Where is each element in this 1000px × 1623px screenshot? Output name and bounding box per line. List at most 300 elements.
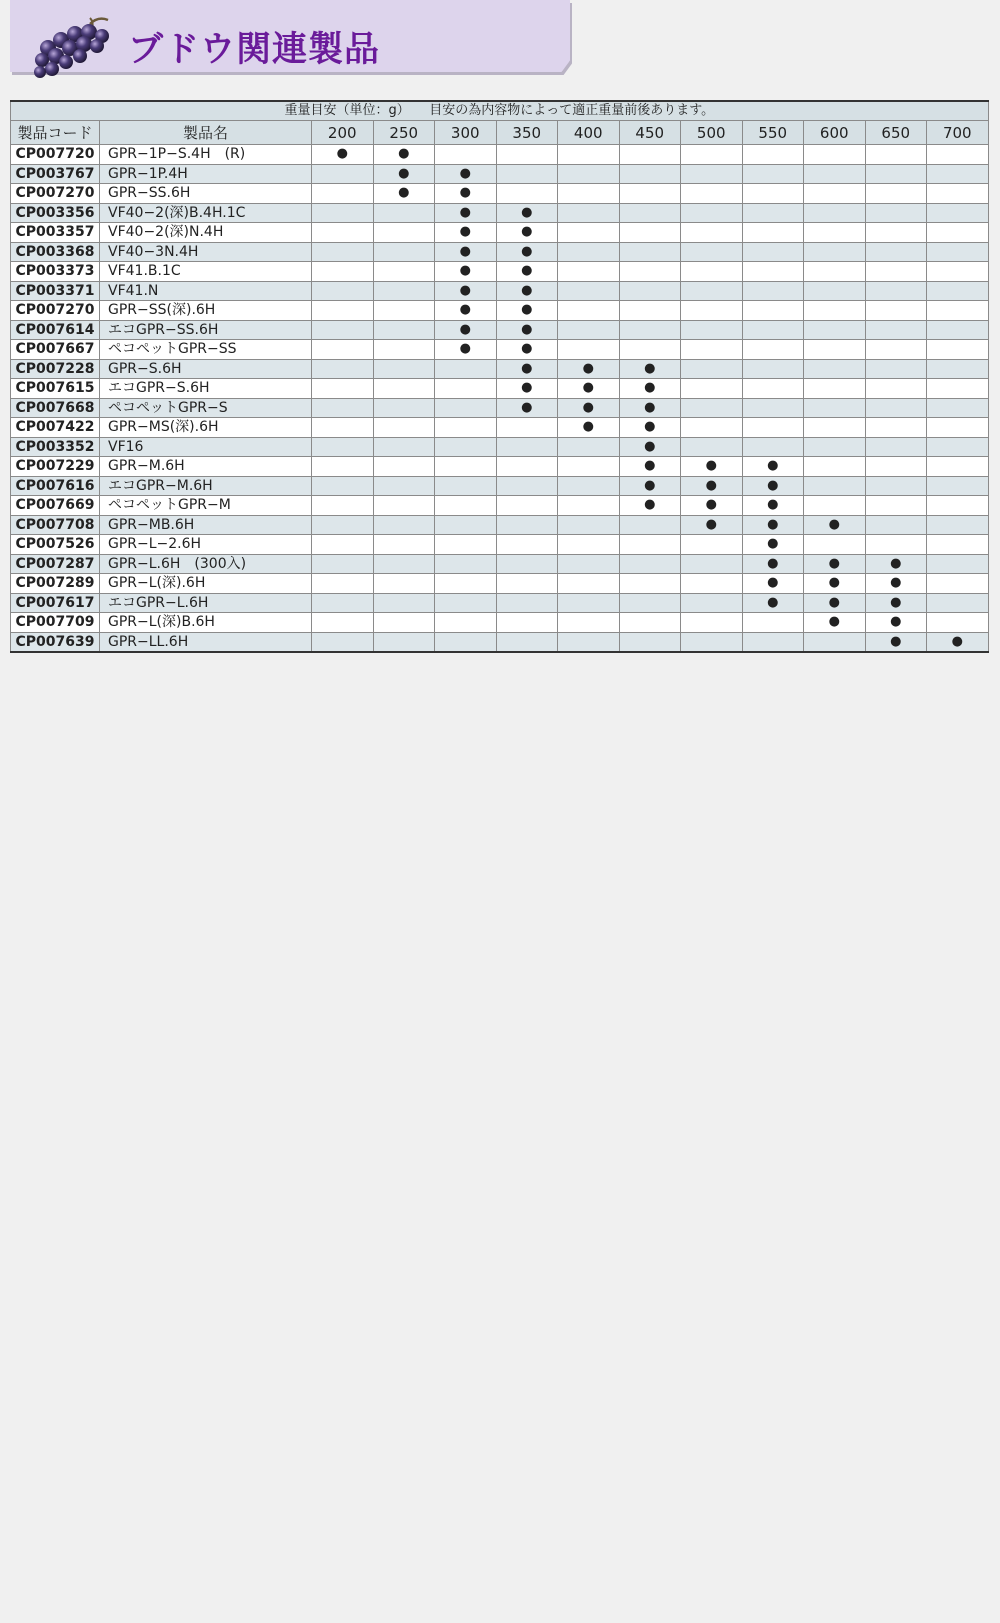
weight-mark: ● bbox=[435, 203, 497, 223]
weight-cell bbox=[619, 203, 681, 223]
weight-cell bbox=[865, 203, 927, 223]
weight-cell bbox=[927, 476, 989, 496]
weight-cell bbox=[804, 281, 866, 301]
weight-cell bbox=[865, 457, 927, 477]
weight-cell bbox=[804, 398, 866, 418]
product-code: CP007229 bbox=[11, 457, 100, 477]
weight-cell bbox=[804, 457, 866, 477]
weight-mark: ● bbox=[558, 398, 620, 418]
weight-mark: ● bbox=[496, 340, 558, 360]
weight-cell bbox=[558, 340, 620, 360]
table-row bbox=[11, 613, 989, 633]
weight-cell bbox=[681, 320, 743, 340]
weight-cell bbox=[312, 457, 374, 477]
product-name: GPR−M.6H bbox=[100, 457, 312, 477]
product-name: VF41.B.1C bbox=[100, 262, 312, 282]
weight-mark: ● bbox=[496, 262, 558, 282]
weight-mark: ● bbox=[496, 379, 558, 399]
weight-cell bbox=[804, 359, 866, 379]
weight-cell bbox=[558, 145, 620, 165]
product-name: VF40−2(深)B.4H.1C bbox=[100, 203, 312, 223]
weight-mark: ● bbox=[619, 457, 681, 477]
weight-cell bbox=[558, 203, 620, 223]
product-name: GPR−L.6H (300入) bbox=[100, 554, 312, 574]
weight-cell bbox=[927, 320, 989, 340]
weight-cell bbox=[558, 301, 620, 321]
col-header-weight: 450 bbox=[619, 121, 681, 145]
product-code: CP007669 bbox=[11, 496, 100, 516]
product-code: CP007639 bbox=[11, 632, 100, 652]
weight-cell bbox=[312, 184, 374, 204]
table-row bbox=[11, 145, 989, 165]
weight-cell bbox=[496, 535, 558, 555]
weight-cell bbox=[865, 184, 927, 204]
weight-mark: ● bbox=[558, 379, 620, 399]
table-row bbox=[11, 379, 989, 399]
weight-cell bbox=[435, 632, 497, 652]
table-row bbox=[11, 359, 989, 379]
weight-cell bbox=[742, 359, 804, 379]
weight-cell bbox=[496, 437, 558, 457]
weight-cell bbox=[496, 574, 558, 594]
weight-cell bbox=[558, 223, 620, 243]
product-code: CP007615 bbox=[11, 379, 100, 399]
weight-cell bbox=[742, 184, 804, 204]
weight-cell bbox=[435, 398, 497, 418]
weight-cell bbox=[804, 437, 866, 457]
weight-cell bbox=[619, 340, 681, 360]
weight-cell bbox=[373, 632, 435, 652]
weight-mark: ● bbox=[927, 632, 989, 652]
weight-cell bbox=[619, 145, 681, 165]
weight-cell bbox=[865, 476, 927, 496]
weight-cell bbox=[558, 496, 620, 516]
weight-mark: ● bbox=[435, 320, 497, 340]
weight-cell bbox=[619, 301, 681, 321]
product-name: GPR−SS(深).6H bbox=[100, 301, 312, 321]
weight-mark: ● bbox=[496, 223, 558, 243]
product-code: CP003767 bbox=[11, 164, 100, 184]
col-header-weight: 350 bbox=[496, 121, 558, 145]
weight-cell bbox=[312, 164, 374, 184]
weight-mark: ● bbox=[435, 262, 497, 282]
weight-cell bbox=[435, 593, 497, 613]
weight-cell bbox=[373, 457, 435, 477]
weight-cell bbox=[558, 574, 620, 594]
weight-mark: ● bbox=[865, 574, 927, 594]
weight-cell bbox=[312, 593, 374, 613]
weight-cell bbox=[742, 340, 804, 360]
weight-cell bbox=[619, 164, 681, 184]
weight-cell bbox=[681, 574, 743, 594]
col-header-weight: 300 bbox=[435, 121, 497, 145]
weight-cell bbox=[927, 340, 989, 360]
weight-cell bbox=[435, 613, 497, 633]
product-name: GPR−MS(深).6H bbox=[100, 418, 312, 438]
weight-cell bbox=[927, 184, 989, 204]
product-name: GPR−MB.6H bbox=[100, 515, 312, 535]
weight-cell bbox=[865, 164, 927, 184]
weight-cell bbox=[373, 320, 435, 340]
weight-cell bbox=[312, 535, 374, 555]
product-code: CP007616 bbox=[11, 476, 100, 496]
weight-mark: ● bbox=[865, 593, 927, 613]
weight-cell bbox=[804, 301, 866, 321]
weight-cell bbox=[927, 457, 989, 477]
table-row bbox=[11, 574, 989, 594]
weight-mark: ● bbox=[435, 223, 497, 243]
table-row bbox=[11, 281, 989, 301]
weight-cell bbox=[312, 574, 374, 594]
weight-mark: ● bbox=[373, 164, 435, 184]
weight-cell bbox=[742, 164, 804, 184]
weight-mark: ● bbox=[742, 515, 804, 535]
table-row bbox=[11, 301, 989, 321]
weight-mark: ● bbox=[619, 379, 681, 399]
product-code: CP003368 bbox=[11, 242, 100, 262]
product-code: CP007668 bbox=[11, 398, 100, 418]
product-name: VF16 bbox=[100, 437, 312, 457]
col-header-weight: 250 bbox=[373, 121, 435, 145]
col-header-name: 製品名 bbox=[100, 121, 312, 145]
weight-cell bbox=[312, 301, 374, 321]
weight-cell bbox=[435, 145, 497, 165]
product-code: CP007667 bbox=[11, 340, 100, 360]
table-row bbox=[11, 476, 989, 496]
weight-cell bbox=[373, 476, 435, 496]
weight-cell bbox=[496, 145, 558, 165]
weight-cell bbox=[619, 613, 681, 633]
weight-cell bbox=[927, 574, 989, 594]
weight-cell bbox=[619, 554, 681, 574]
weight-cell bbox=[373, 281, 435, 301]
weight-cell bbox=[804, 496, 866, 516]
weight-mark: ● bbox=[496, 203, 558, 223]
weight-cell bbox=[927, 223, 989, 243]
weight-cell bbox=[804, 340, 866, 360]
col-header-weight: 500 bbox=[681, 121, 743, 145]
weight-cell bbox=[742, 437, 804, 457]
weight-cell bbox=[742, 613, 804, 633]
weight-cell bbox=[619, 242, 681, 262]
weight-cell bbox=[927, 535, 989, 555]
product-name: エコGPR−SS.6H bbox=[100, 320, 312, 340]
product-code: CP007287 bbox=[11, 554, 100, 574]
table-row bbox=[11, 164, 989, 184]
product-name: GPR−L(深).6H bbox=[100, 574, 312, 594]
weight-cell bbox=[865, 242, 927, 262]
weight-cell bbox=[742, 281, 804, 301]
weight-cell bbox=[681, 184, 743, 204]
weight-cell bbox=[558, 320, 620, 340]
weight-mark: ● bbox=[742, 574, 804, 594]
weight-cell bbox=[312, 223, 374, 243]
weight-mark: ● bbox=[619, 359, 681, 379]
weight-mark: ● bbox=[619, 476, 681, 496]
product-code: CP007526 bbox=[11, 535, 100, 555]
weight-cell bbox=[558, 457, 620, 477]
weight-cell bbox=[681, 418, 743, 438]
weight-cell bbox=[742, 398, 804, 418]
table-row bbox=[11, 398, 989, 418]
weight-cell bbox=[742, 301, 804, 321]
product-name: GPR−S.6H bbox=[100, 359, 312, 379]
weight-cell bbox=[681, 242, 743, 262]
weight-cell bbox=[742, 242, 804, 262]
weight-cell bbox=[435, 379, 497, 399]
weight-cell bbox=[927, 593, 989, 613]
weight-cell bbox=[435, 359, 497, 379]
product-name: GPR−1P−S.4H (R) bbox=[100, 145, 312, 165]
weight-cell bbox=[558, 164, 620, 184]
weight-cell bbox=[373, 515, 435, 535]
weight-cell bbox=[742, 320, 804, 340]
weight-cell bbox=[312, 496, 374, 516]
weight-cell bbox=[496, 457, 558, 477]
weight-cell bbox=[496, 418, 558, 438]
product-code: CP007708 bbox=[11, 515, 100, 535]
weight-cell bbox=[865, 496, 927, 516]
weight-cell bbox=[558, 613, 620, 633]
weight-cell bbox=[558, 242, 620, 262]
product-name: VF40−2(深)N.4H bbox=[100, 223, 312, 243]
product-name: GPR−L(深)B.6H bbox=[100, 613, 312, 633]
grape-icon bbox=[28, 14, 118, 80]
weight-cell bbox=[496, 632, 558, 652]
product-code: CP003373 bbox=[11, 262, 100, 282]
product-code: CP007614 bbox=[11, 320, 100, 340]
weight-cell bbox=[804, 320, 866, 340]
weight-cell bbox=[435, 554, 497, 574]
weight-mark: ● bbox=[804, 554, 866, 574]
weight-mark: ● bbox=[804, 613, 866, 633]
weight-cell bbox=[742, 262, 804, 282]
weight-cell bbox=[681, 203, 743, 223]
weight-cell bbox=[804, 262, 866, 282]
weight-cell bbox=[681, 359, 743, 379]
weight-cell bbox=[312, 203, 374, 223]
weight-mark: ● bbox=[865, 632, 927, 652]
weight-cell bbox=[619, 515, 681, 535]
weight-cell bbox=[558, 437, 620, 457]
weight-cell bbox=[373, 242, 435, 262]
product-weight-table bbox=[10, 100, 989, 653]
weight-cell bbox=[927, 379, 989, 399]
weight-mark: ● bbox=[373, 184, 435, 204]
product-name: エコGPR−L.6H bbox=[100, 593, 312, 613]
weight-mark: ● bbox=[435, 184, 497, 204]
weight-mark: ● bbox=[435, 340, 497, 360]
weight-cell bbox=[312, 515, 374, 535]
weight-cell bbox=[865, 359, 927, 379]
weight-cell bbox=[496, 476, 558, 496]
weight-mark: ● bbox=[312, 145, 374, 165]
weight-mark: ● bbox=[619, 418, 681, 438]
weight-mark: ● bbox=[681, 515, 743, 535]
weight-cell bbox=[558, 593, 620, 613]
weight-mark: ● bbox=[496, 320, 558, 340]
weight-cell bbox=[865, 223, 927, 243]
weight-cell bbox=[927, 515, 989, 535]
weight-mark: ● bbox=[558, 418, 620, 438]
weight-cell bbox=[927, 359, 989, 379]
product-name: ペコペットGPR−M bbox=[100, 496, 312, 516]
weight-cell bbox=[681, 437, 743, 457]
weight-cell bbox=[373, 340, 435, 360]
table-row bbox=[11, 535, 989, 555]
weight-cell bbox=[312, 554, 374, 574]
weight-mark: ● bbox=[435, 301, 497, 321]
weight-mark: ● bbox=[373, 145, 435, 165]
weight-cell bbox=[312, 242, 374, 262]
weight-cell bbox=[558, 535, 620, 555]
weight-cell bbox=[373, 535, 435, 555]
weight-cell bbox=[435, 515, 497, 535]
weight-cell bbox=[804, 418, 866, 438]
product-name: ペコペットGPR−SS bbox=[100, 340, 312, 360]
weight-cell bbox=[435, 535, 497, 555]
weight-cell bbox=[435, 457, 497, 477]
weight-cell bbox=[804, 203, 866, 223]
weight-mark: ● bbox=[681, 457, 743, 477]
weight-cell bbox=[373, 203, 435, 223]
weight-mark: ● bbox=[496, 359, 558, 379]
weight-cell bbox=[865, 437, 927, 457]
weight-mark: ● bbox=[804, 593, 866, 613]
col-header-weight: 700 bbox=[927, 121, 989, 145]
weight-cell bbox=[619, 184, 681, 204]
weight-cell bbox=[742, 632, 804, 652]
weight-cell bbox=[619, 281, 681, 301]
table-row bbox=[11, 242, 989, 262]
table-row bbox=[11, 320, 989, 340]
product-name: エコGPR−S.6H bbox=[100, 379, 312, 399]
weight-cell bbox=[619, 262, 681, 282]
weight-cell bbox=[373, 301, 435, 321]
weight-cell bbox=[619, 632, 681, 652]
weight-cell bbox=[681, 535, 743, 555]
weight-cell bbox=[373, 496, 435, 516]
weight-cell bbox=[927, 418, 989, 438]
weight-cell bbox=[496, 554, 558, 574]
weight-cell bbox=[558, 554, 620, 574]
weight-cell bbox=[496, 515, 558, 535]
weight-cell bbox=[804, 164, 866, 184]
weight-mark: ● bbox=[742, 457, 804, 477]
weight-cell bbox=[742, 418, 804, 438]
table-row bbox=[11, 593, 989, 613]
weight-cell bbox=[373, 574, 435, 594]
weight-cell bbox=[865, 281, 927, 301]
weight-cell bbox=[312, 379, 374, 399]
weight-cell bbox=[373, 398, 435, 418]
weight-cell bbox=[558, 515, 620, 535]
col-header-weight: 650 bbox=[865, 121, 927, 145]
weight-cell bbox=[865, 301, 927, 321]
weight-cell bbox=[927, 164, 989, 184]
weight-mark: ● bbox=[742, 535, 804, 555]
col-header-weight: 400 bbox=[558, 121, 620, 145]
product-name: GPR−SS.6H bbox=[100, 184, 312, 204]
product-name: VF40−3N.4H bbox=[100, 242, 312, 262]
weight-cell bbox=[742, 203, 804, 223]
weight-cell bbox=[619, 223, 681, 243]
weight-cell bbox=[496, 184, 558, 204]
weight-cell bbox=[435, 574, 497, 594]
table-row bbox=[11, 632, 989, 652]
product-code: CP007422 bbox=[11, 418, 100, 438]
product-code: CP007720 bbox=[11, 145, 100, 165]
weight-cell bbox=[373, 379, 435, 399]
weight-mark: ● bbox=[496, 242, 558, 262]
weight-mark: ● bbox=[435, 242, 497, 262]
weight-mark: ● bbox=[496, 281, 558, 301]
weight-cell bbox=[865, 515, 927, 535]
weight-cell bbox=[558, 184, 620, 204]
weight-cell bbox=[927, 554, 989, 574]
table-row bbox=[11, 515, 989, 535]
weight-cell bbox=[435, 418, 497, 438]
weight-cell bbox=[804, 632, 866, 652]
weight-cell bbox=[681, 613, 743, 633]
weight-mark: ● bbox=[496, 301, 558, 321]
weight-cell bbox=[496, 613, 558, 633]
weight-cell bbox=[312, 281, 374, 301]
weight-cell bbox=[681, 223, 743, 243]
weight-cell bbox=[681, 632, 743, 652]
weight-cell bbox=[496, 496, 558, 516]
weight-cell bbox=[619, 320, 681, 340]
weight-cell bbox=[804, 242, 866, 262]
weight-cell bbox=[373, 554, 435, 574]
weight-cell bbox=[865, 145, 927, 165]
product-name: GPR−1P.4H bbox=[100, 164, 312, 184]
weight-mark: ● bbox=[742, 593, 804, 613]
weight-cell bbox=[496, 164, 558, 184]
weight-cell bbox=[804, 535, 866, 555]
weight-cell bbox=[373, 418, 435, 438]
weight-cell bbox=[865, 418, 927, 438]
weight-cell bbox=[804, 379, 866, 399]
table-row bbox=[11, 554, 989, 574]
weight-cell bbox=[312, 418, 374, 438]
weight-cell bbox=[927, 496, 989, 516]
weight-cell bbox=[373, 613, 435, 633]
weight-mark: ● bbox=[435, 281, 497, 301]
weight-cell bbox=[558, 262, 620, 282]
weight-cell bbox=[558, 476, 620, 496]
weight-cell bbox=[373, 223, 435, 243]
weight-cell bbox=[312, 320, 374, 340]
weight-cell bbox=[312, 476, 374, 496]
weight-mark: ● bbox=[742, 476, 804, 496]
product-code: CP007289 bbox=[11, 574, 100, 594]
weight-cell bbox=[681, 340, 743, 360]
table-caption: 重量目安（単位：g） 目安の為内容物によって適正重量前後あります。 bbox=[11, 101, 989, 121]
weight-cell bbox=[804, 184, 866, 204]
weight-cell bbox=[681, 554, 743, 574]
table-row bbox=[11, 496, 989, 516]
table-row bbox=[11, 418, 989, 438]
product-code: CP003357 bbox=[11, 223, 100, 243]
weight-cell bbox=[373, 262, 435, 282]
weight-mark: ● bbox=[619, 398, 681, 418]
col-header-code: 製品コード bbox=[11, 121, 100, 145]
col-header-weight: 600 bbox=[804, 121, 866, 145]
product-code: CP003352 bbox=[11, 437, 100, 457]
weight-cell bbox=[681, 379, 743, 399]
weight-cell bbox=[865, 379, 927, 399]
